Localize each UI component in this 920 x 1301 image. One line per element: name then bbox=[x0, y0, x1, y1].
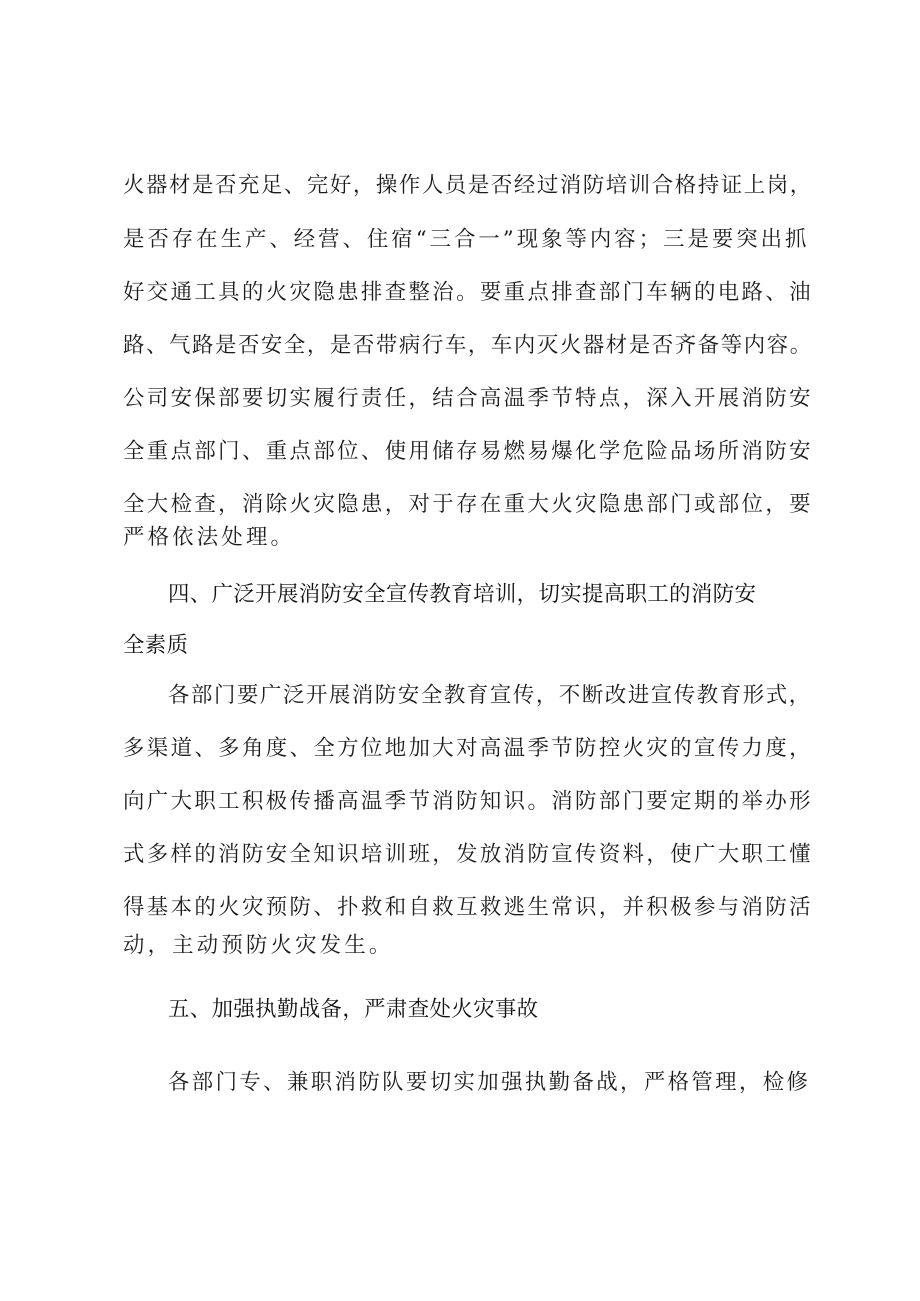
paragraph-1-line-5: 公司安保部要切实履行责任，结合高温季节特点，深入开展消防安 bbox=[123, 386, 813, 411]
paragraph-2-line-2: 多渠道、多角度、全方位地加大对高温季节防控火灾的宣传力度， bbox=[123, 736, 813, 761]
section-heading-4: 四、广泛开展消防安全宣传教育培训，切实提高职工的消防安 bbox=[168, 582, 757, 607]
paragraph-3-line-1: 各部门专、兼职消防队要切实加强执勤备战，严格管理，检修 bbox=[168, 1070, 811, 1095]
paragraph-1-line-3: 好交通工具的火灾隐患排查整治。要重点排查部门车辆的电路、油 bbox=[123, 280, 813, 305]
paragraph-1-line-8: 严格依法处理。 bbox=[123, 525, 296, 550]
paragraph-2-line-4: 式多样的消防安全知识培训班，发放消防宣传资料，使广大职工懂 bbox=[123, 842, 813, 867]
paragraph-2-line-3: 向广大职工积极传播高温季节消防知识。消防部门要定期的举办形 bbox=[123, 789, 813, 814]
paragraph-1-line-6: 全重点部门、重点部位、使用储存易燃易爆化学危险品场所消防安 bbox=[123, 439, 813, 464]
paragraph-2-line-5: 得基本的火灾预防、扑救和自救互救逃生常识，并积极参与消防活 bbox=[123, 895, 813, 920]
paragraph-2-line-1: 各部门要广泛开展消防安全教育宣传，不断改进宣传教育形式， bbox=[168, 683, 812, 708]
paragraph-1-line-1: 火器材是否充足、完好，操作人员是否经过消防培训合格持证上岗， bbox=[123, 173, 813, 198]
paragraph-2-line-6: 动，主动预防火灾发生。 bbox=[123, 933, 394, 958]
section-heading-4-continuation: 全素质 bbox=[123, 633, 189, 658]
section-heading-5: 五、加强执勤战备，严肃查处火灾事故 bbox=[168, 997, 539, 1022]
paragraph-1-line-4: 路、气路是否安全，是否带病行车，车内灭火器材是否齐备等内容。 bbox=[123, 333, 813, 358]
paragraph-1-line-2: 是否存在生产、经营、住宿“三合一”现象等内容；三是要突出抓 bbox=[123, 227, 810, 252]
paragraph-1-line-7: 全大检查，消除火灾隐患，对于存在重大火灾隐患部门或部位，要 bbox=[123, 492, 813, 517]
